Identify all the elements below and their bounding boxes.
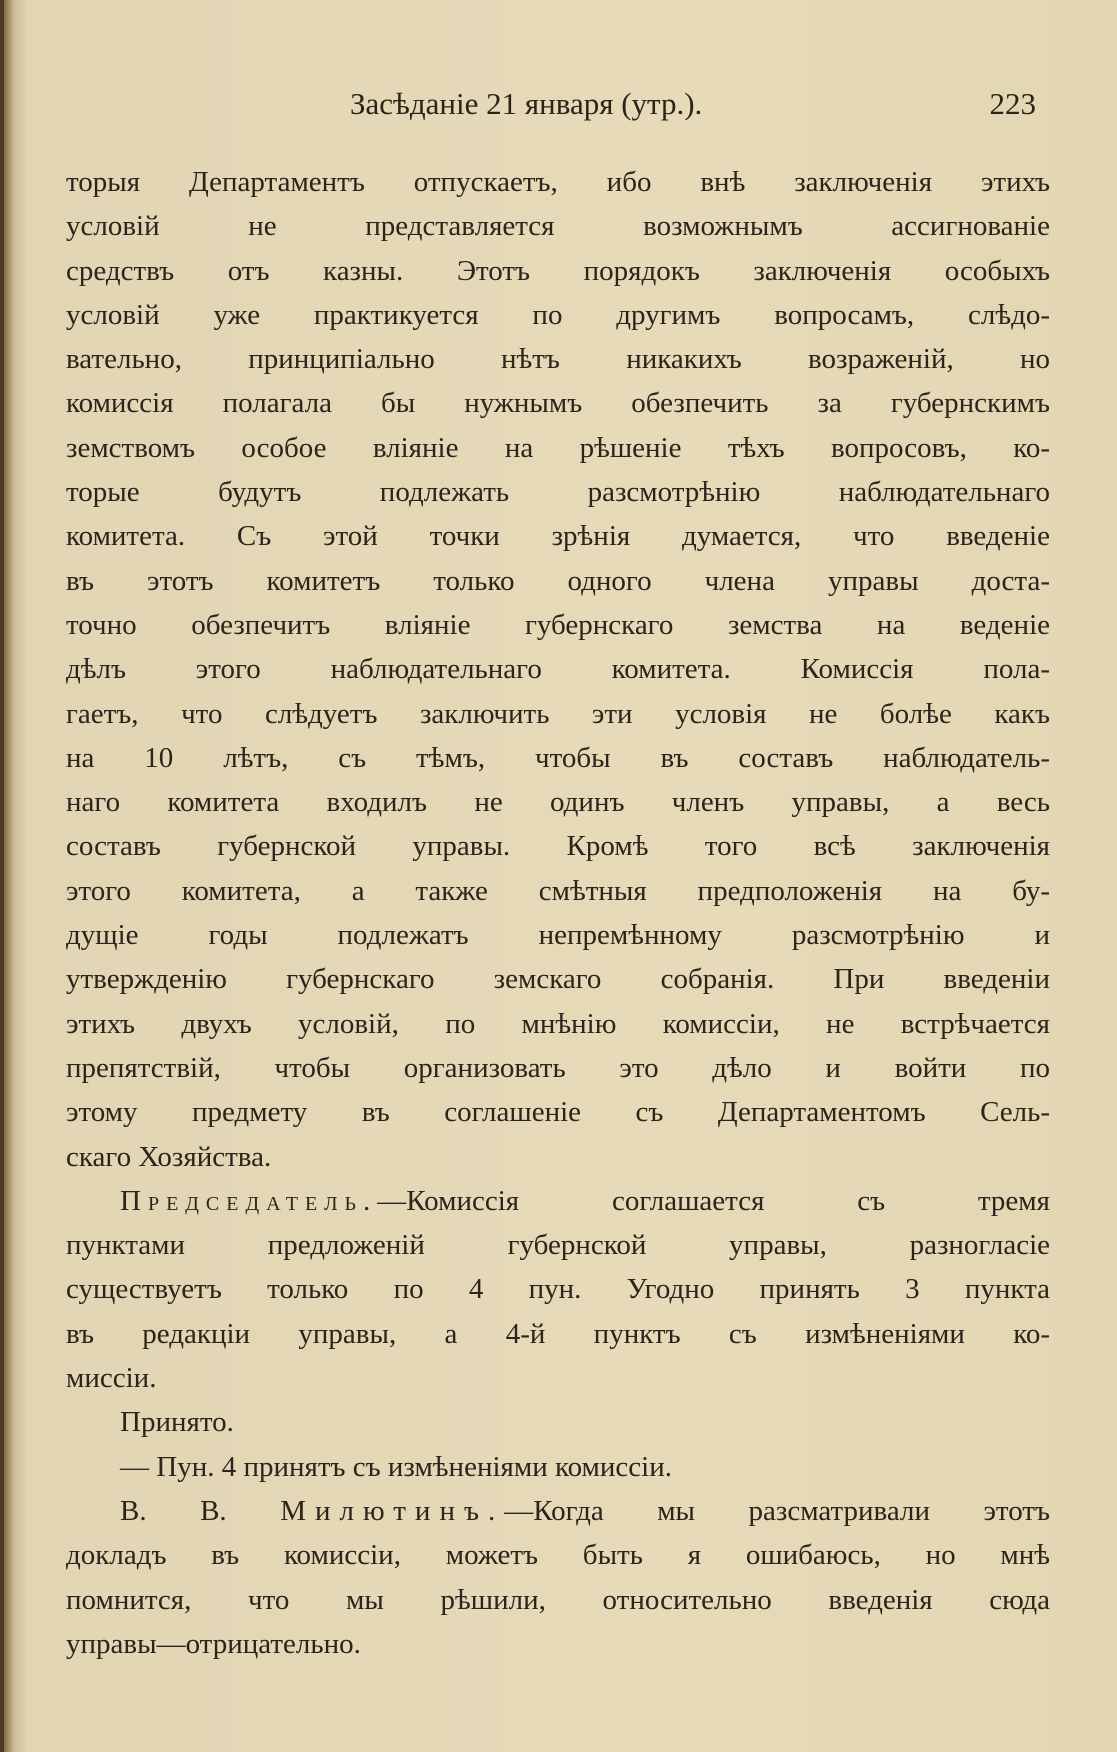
text-line: скаго Хозяйства. [66,1140,272,1173]
point4-line: — Пун. 4 принятъ съ измѣненіями комиссіи. [120,1450,672,1483]
text-line: этому предмету въ соглашеніе съ Департаментомъ Сель- [66,1096,1050,1129]
text-line: пунктами предложеній губернской управы, разногласіе [66,1229,1050,1262]
text-line: земствомъ особое вліяніе на рѣшеніе тѣхъ вопросовъ, ко- [66,431,1050,464]
milyutin-first-line: —Когда мы разсматривали этотъ [504,1494,1050,1527]
text-line: условій не представляется возможнымъ ассигнованіе [66,210,1050,243]
text-line: комитета. Съ этой точки зрѣнія думается, что введеніе [66,520,1050,553]
text-line: вательно, принципіально нѣтъ никакихъ возраженій, но [66,343,1050,376]
text-line: средствъ отъ казны. Этотъ порядокъ заключенія особыхъ [66,254,1050,287]
body-text [66,160,1050,1666]
text-line: помнится, что мы рѣшили, относительно введенія сюда [66,1583,1050,1616]
text-line: гаетъ, что слѣдуетъ заключить эти условія не болѣе какъ [66,697,1050,730]
accepted-line: Принято. [120,1406,234,1439]
text-line: точно обезпечитъ вліяніе губернскаго земства на веденіе [66,608,1050,641]
text-line: докладъ въ комиссіи, можетъ быть я ошибаюсь, но мнѣ [66,1539,1050,1572]
chairman-first-line: —Комиссія соглашается съ тремя [377,1184,1050,1217]
text-line: на 10 лѣтъ, съ тѣмъ, чтобы въ составъ наблюдатель- [66,741,1050,774]
text-line: въ редакціи управы, а 4-й пунктъ съ измѣненіями ко- [66,1317,1050,1350]
text-line: препятствій, чтобы организовать это дѣло и войти по [66,1051,1050,1084]
running-title: Засѣданіе 21 января (утр.). [350,86,703,121]
page-header [66,84,1036,124]
text-line: этого комитета, а также смѣтныя предположенія на бу- [66,874,1050,907]
text-line: дущіе годы подлежатъ непремѣнному разсмотрѣнію и [66,919,1050,952]
text-line: торые будутъ подлежать разсмотрѣнію наблюдательнаго [66,476,1050,509]
text-line: миссіи. [66,1362,157,1395]
page-number: 223 [989,86,1036,121]
text-line: наго комитета входилъ не одинъ членъ управы, а весь [66,786,1050,819]
text-line: условій уже практикуется по другимъ вопросамъ, слѣдо- [66,298,1050,331]
text-line: составъ губернской управы. Кромѣ того всѣ заключенія [66,830,1050,863]
milyutin-initials: В. В. [120,1494,227,1527]
text-line: въ этотъ комитетъ только одного члена управы доста- [66,564,1050,597]
milyutin-paragraph-start [66,1489,1050,1533]
text-line: торыя Департаментъ отпускаетъ, ибо внѣ заключенія этихъ [66,166,1050,198]
binding-edge [0,0,4,1752]
text-line: дѣлъ этого наблюдательнаго комитета. Комиссія пола- [66,653,1050,686]
chairman-paragraph-start [66,1179,1050,1223]
text-line: существуетъ только по 4 пун. Угодно принять 3 пункта [66,1273,1050,1306]
text-line: комиссія полагала бы нужнымъ обезпечить за губернскимъ [66,387,1050,420]
text-line: управы—отрицательно. [66,1627,361,1660]
chairman-speaker: Председатель. [120,1184,378,1217]
text-line: этихъ двухъ условій, по мнѣнію комиссіи, не встрѣчается [66,1007,1050,1040]
text-line: утвержденію губернскаго земскаго собранія. При введеніи [66,963,1050,996]
milyutin-name: Милютинъ. [280,1494,505,1527]
